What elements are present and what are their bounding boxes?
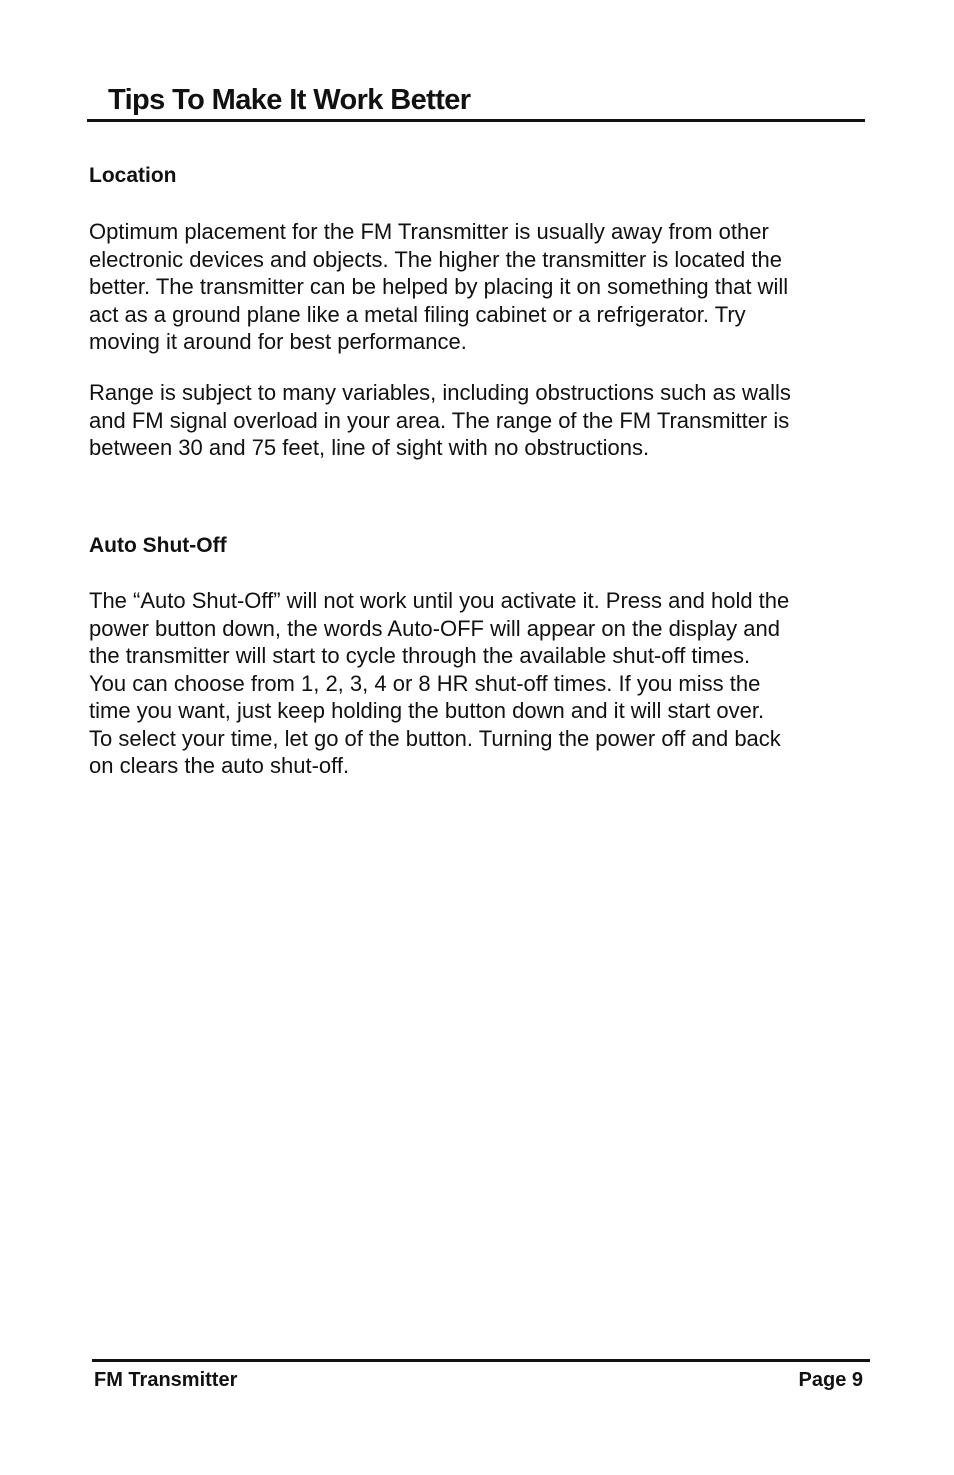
location-paragraph-range: Range is subject to many variables, including obstructions such as walls and FM signal overload in your area. The range of the FM Transmitter is between 30 and 75 feet, line of sight with no obstructions. bbox=[89, 380, 791, 460]
title-divider bbox=[87, 119, 865, 122]
footer-divider bbox=[92, 1359, 870, 1362]
section-heading-location: Location bbox=[89, 164, 177, 187]
footer-page-number: Page 9 bbox=[798, 1369, 863, 1391]
section-heading-auto-shut-off: Auto Shut-Off bbox=[89, 534, 227, 557]
auto-shut-off-paragraph: The “Auto Shut-Off” will not work until you activate it. Press and hold the power button down, the words Auto-OFF will appear on the display and the transmitter will start to cycle through the available shut-off times. You can choose from 1, 2, 3, 4 or 8 HR shut-off times. If you miss the time you want, just keep holding the button down and it will start over. To select your time, let go of the button. Turning the power off and back on clears the auto shut-off. bbox=[89, 588, 790, 778]
footer-product-name: FM Transmitter bbox=[94, 1369, 238, 1391]
page-title: Tips To Make It Work Better bbox=[108, 84, 471, 116]
location-paragraph-placement: Optimum placement for the FM Transmitter is usually away from other electronic devices and objects. The higher the transmitter is located the better. The transmitter can be helped by placing it on something that will act as a ground plane like a metal filing cabinet or a refrigerator. Try moving it around for best performance. bbox=[89, 219, 789, 354]
